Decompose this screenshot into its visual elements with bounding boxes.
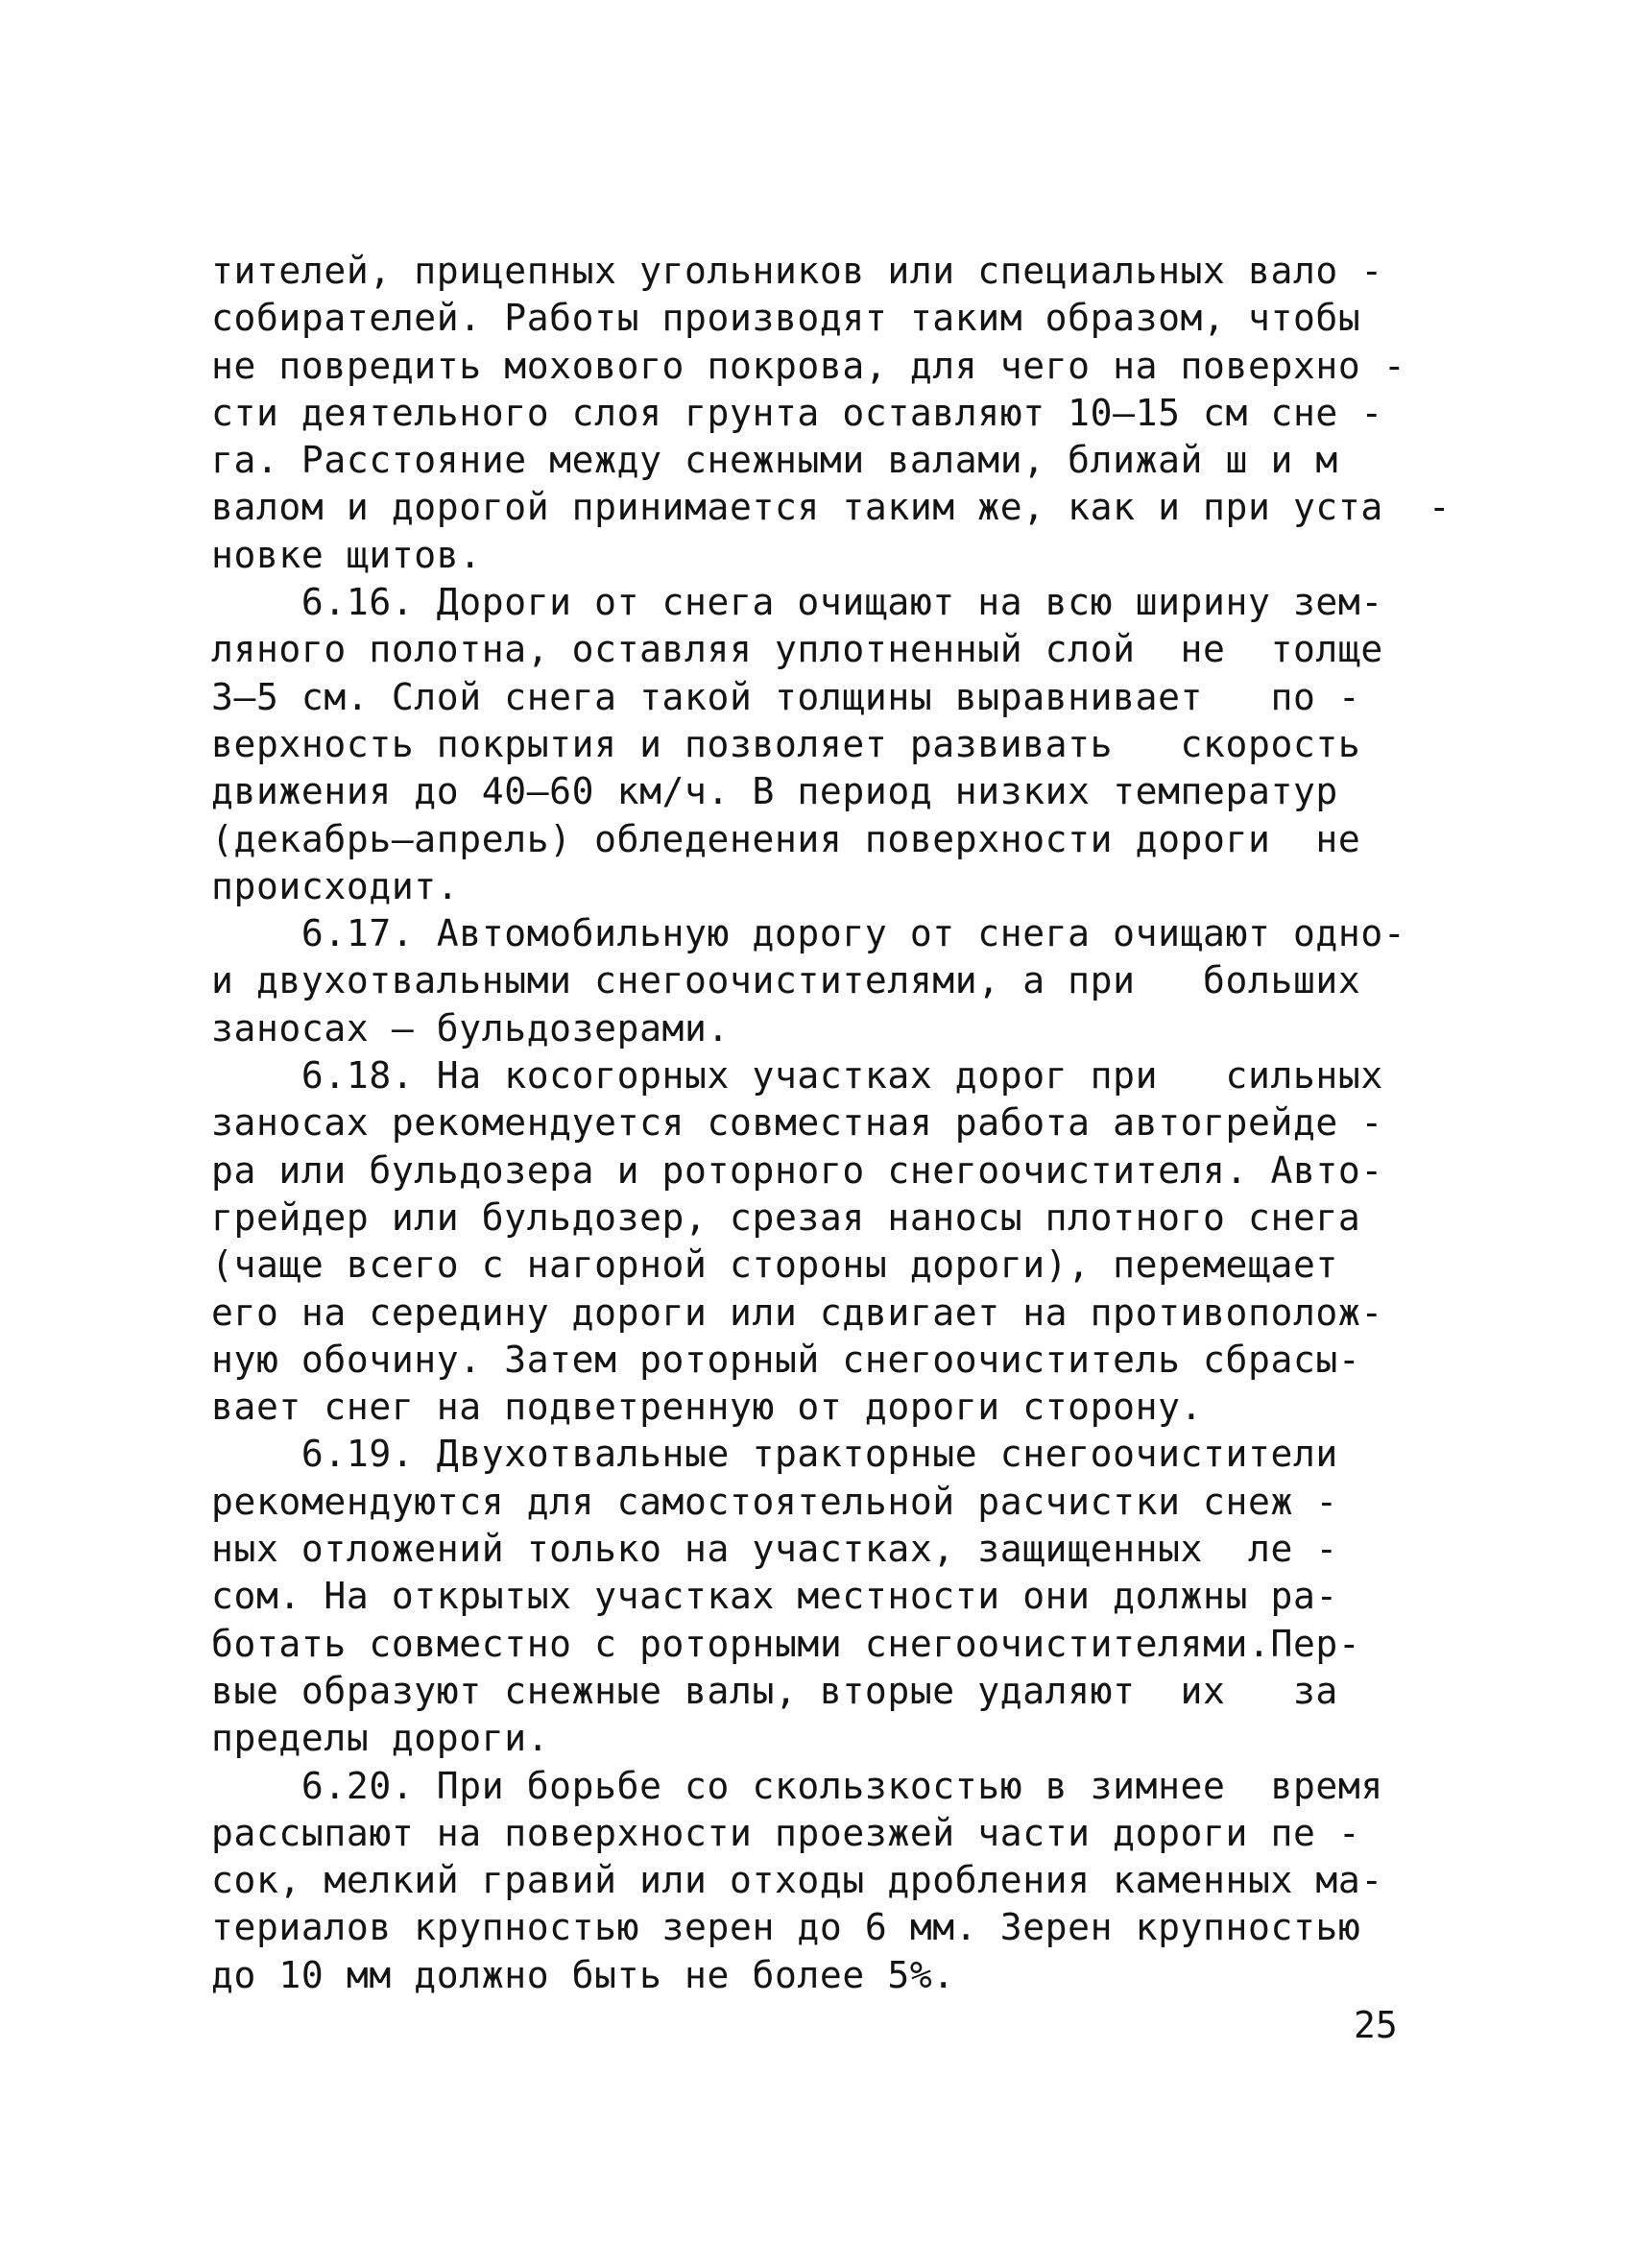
- paragraph-6-16-start: 6.16. Дороги от снега очищают на всю ширину зем-: [211, 581, 1383, 624]
- text-line: тителей, прицепных угольников или специальных вало -: [211, 250, 1383, 292]
- text-line: ботать совместно с роторными снегоочистителями.Пер-: [211, 1622, 1361, 1665]
- text-line: ных отложений только на участках, защищенных ле -: [211, 1528, 1338, 1571]
- text-line: рекомендуются для самостоятельной расчистки снеж -: [211, 1480, 1338, 1523]
- text-line: собирателей. Работы производят таким образом, чтобы: [211, 297, 1361, 340]
- text-line: вые образуют снежные валы, вторые удаляют их за: [211, 1669, 1338, 1712]
- paragraph-6-19-start: 6.19. Двухотвальные тракторные снегоочистители: [211, 1433, 1338, 1476]
- text-line: териалов крупностью зерен до 6 мм. Зерен крупностью: [211, 1906, 1361, 1949]
- text-line: пределы дороги.: [211, 1717, 550, 1760]
- paragraph-6-18-start: 6.18. На косогорных участках дорог при сильных: [211, 1054, 1383, 1098]
- text-line: не повредить мохового покрова, для чего на поверхно -: [211, 344, 1406, 387]
- text-line: вает снег на подветренную от дороги сторону.: [211, 1386, 1204, 1429]
- text-line: сти деятельного слоя грунта оставляют 10–15 см сне -: [211, 391, 1383, 434]
- text-line: и двухотвальными снегоочистителями, а при больших: [211, 959, 1361, 1002]
- text-line: сом. На открытых участках местности они должны ра-: [211, 1575, 1338, 1618]
- text-line: валом и дорогой принимается таким же, как и при уста -: [211, 486, 1452, 529]
- text-line: верхность покрытия и позволяет развивать скорость: [211, 722, 1361, 765]
- text-line: ную обочину. Затем роторный снегоочиститель сбрасы-: [211, 1338, 1361, 1381]
- text-line: заносах рекомендуется совместная работа автогрейде -: [211, 1101, 1383, 1145]
- text-line: га. Расстояние между снежными валами, ближай ш и м: [211, 439, 1338, 482]
- body-text: [211, 248, 1452, 1999]
- text-line: ра или бульдозера и роторного снегоочистителя. Авто-: [211, 1148, 1383, 1192]
- text-line: заносах – бульдозерами.: [211, 1006, 730, 1050]
- text-line: рассыпают на поверхности проезжей части дороги пе -: [211, 1811, 1361, 1854]
- page-number: 25: [1354, 2004, 1398, 2046]
- text-line: его на середину дороги или сдвигает на противополож-: [211, 1291, 1383, 1334]
- text-line: до 10 мм должно быть не более 5%.: [211, 1953, 955, 1996]
- text-line: грейдер или бульдозер, срезая наносы плотного снега: [211, 1195, 1361, 1239]
- text-line: ляного полотна, оставляя уплотненный слой не толще: [211, 628, 1383, 671]
- text-line: движения до 40–60 км/ч. В период низких температур: [211, 770, 1338, 813]
- text-line: 3–5 см. Слой снега такой толщины выравнивает по -: [211, 675, 1361, 718]
- paragraph-6-17-start: 6.17. Автомобильную дорогу от снега очищают одно-: [211, 912, 1406, 955]
- text-line: новке щитов.: [211, 533, 482, 576]
- paragraph-6-20-start: 6.20. При борьбе со скользкостью в зимнее время: [211, 1764, 1383, 1807]
- text-line: сок, мелкий гравий или отходы дробления каменных ма-: [211, 1859, 1383, 1902]
- text-line: происходит.: [211, 864, 460, 907]
- text-line: (чаще всего с нагорной стороны дороги), перемещает: [211, 1243, 1338, 1287]
- text-line: (декабрь–апрель) обледенения поверхности дороги не: [211, 817, 1361, 860]
